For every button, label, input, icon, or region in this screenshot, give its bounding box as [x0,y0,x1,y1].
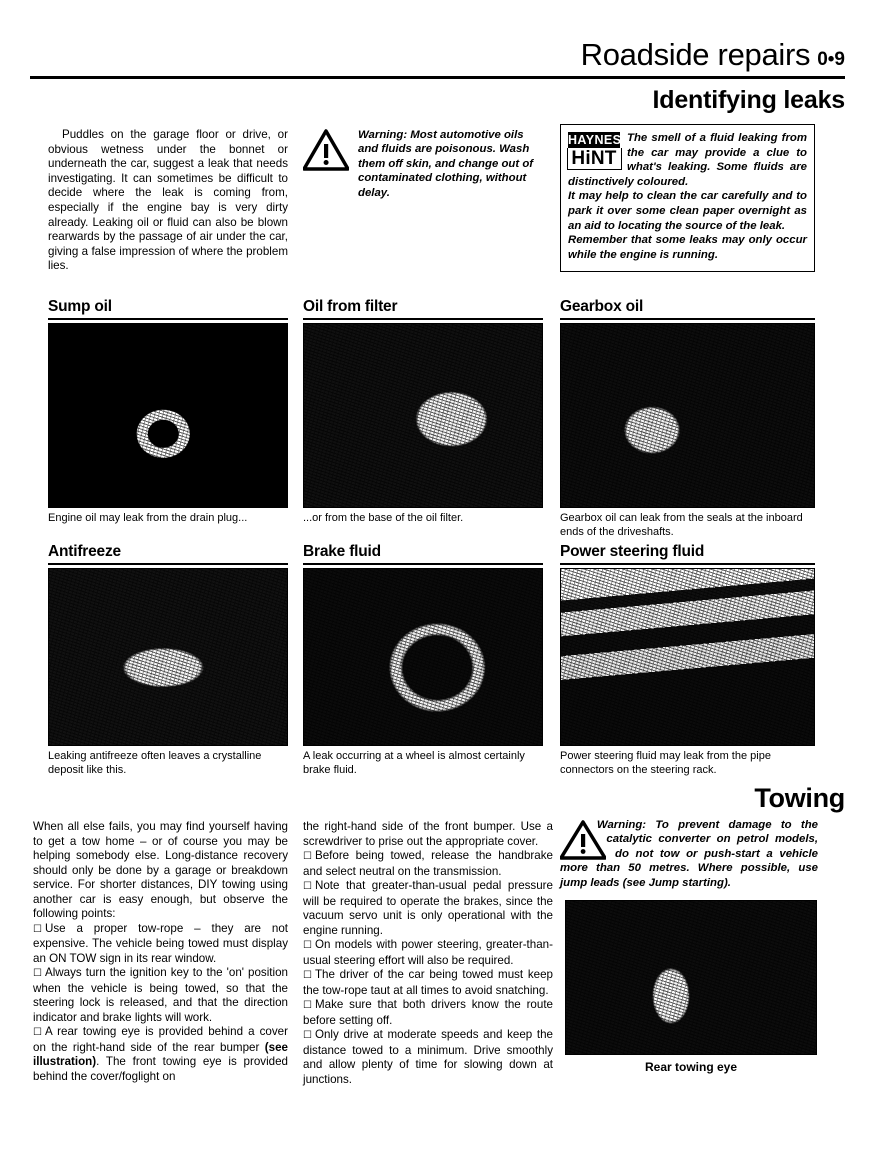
leak-photo-caption: Gearbox oil can leak from the seals at the inboard ends of the driveshafts. [560,512,803,538]
heading-underline [48,563,288,565]
leak-photo-caption: Power steering fluid may leak from the pipe connectors on the steering rack. [560,750,771,776]
oil-filter-photo [303,323,543,508]
leak-photo-cell-sump-oil [48,298,288,526]
rear-towing-eye-photo [565,900,817,1055]
towing-bullet-text: Use a proper tow-rope – they are not expensive. The vehicle being towed must display an ON TOW sign in its rear window. [33,921,288,965]
intro-paragraph: Puddles on the garage floor or drive, or obvious wetness under the bonnet or underneath the car, suggest a leak that needs investigating. It can sometimes be difficult to decide where the leak is coming from, especially if the engine bay is very dirty already. Leaking oil or fluid can also be blown rearwards by the passage of air under the car, giving a false impression of where the problem lies. [48,128,288,273]
haynes-logo-top-label: HAYNES [568,133,622,147]
leak-photo-heading: Power steering fluid [560,543,705,560]
leak-photo-caption: Leaking antifreeze often leaves a crystalline deposit like this. [48,750,262,776]
leak-photo-heading: Oil from filter [303,298,398,315]
page-header [30,38,845,76]
towing-bullet-text: On models with power steering, greater-than-usual steering effort will also be required. [303,938,553,967]
warning-triangle-icon [303,129,349,171]
towing-bullet-text: Make sure that both drivers know the route before setting off. [303,998,553,1027]
towing-column-middle [303,820,553,1087]
towing-bullet-text: Always turn the ignition key to the 'on' position when the vehicle is being towed, so that the steering lock is released, and that the direction indicator and brake lights will work. [33,966,288,1024]
leak-photo-cell-power-steering-fluid [560,543,815,777]
towing-bullet [303,849,553,879]
towing-continuation-paragraph: the right-hand side of the front bumper. Use a screwdriver to prise out the appropriate cover. [303,820,553,848]
towing-bullet-towing-eye [33,1025,288,1084]
leak-photo-caption: A leak occurring at a wheel is almost certainly brake fluid. [303,750,525,776]
towing-bullet [33,966,288,1025]
towing-intro-paragraph: When all else fails, you may find yourself having to get a tow home – or of course you may be helping somebody else. Long-distance recovery should only be done by a garage or breakdown service. For shorter distances, DIY towing using another car is easy enough, but observe the following points: [33,820,288,920]
rear-towing-eye-caption: Rear towing eye [644,1060,738,1074]
header-divider [30,76,845,79]
towing-eye-text-part2: . The front towing eye is provided behind the cover/foglight on [33,1055,288,1083]
bullet-square-icon: ☐ [33,923,42,935]
gearbox-oil-photo [560,323,815,508]
towing-column-left [33,820,288,1084]
bullet-square-icon: ☐ [303,851,312,862]
leaks-warning-text: Warning: Most automotive oils and fluids are poisonous. Wash them off skin, and change out of contaminated clothing, without delay. [358,129,534,199]
leak-photo-heading: Antifreeze [48,543,121,560]
towing-bullet [303,998,553,1028]
bullet-square-icon: ☐ [303,1030,312,1041]
haynes-hint-paragraph-2: It may help to clean the car carefully and to park it over some clean paper overnight as an aid to locating the source of the leak. [568,190,807,232]
power-steering-fluid-photo [560,568,815,746]
leak-photo-caption: ...or from the base of the oil filter. [303,512,464,524]
towing-warning-text: Warning: To prevent damage to the catalytic converter on petrol models, do not tow or push-start a vehicle more than 50 metres. Where possible, use jump leads (see Jump starting). [560,819,818,889]
bullet-square-icon: ☐ [303,940,312,951]
heading-underline [560,318,815,320]
leak-photo-heading: Brake fluid [303,543,381,560]
leak-photo-cell-brake-fluid [303,543,543,777]
towing-warning-block [560,818,818,890]
leaks-warning-block [303,128,543,200]
see-illustration-note: (see illustration) [33,1040,288,1068]
page-title: Roadside repairs [580,37,811,72]
towing-bullet-text: Only drive at moderate speeds and keep the distance towed to a minimum. Drive smoothly and allow plenty of time for slowing down at junctions. [303,1028,553,1086]
page-number: 0•9 [817,49,845,70]
towing-bullet [303,879,553,938]
section-title-towing: Towing [754,783,845,813]
leak-photo-cell-gearbox-oil [560,298,815,539]
brake-fluid-photo [303,568,543,746]
section-title-identifying-leaks: Identifying leaks [652,86,845,114]
towing-bullet [303,968,553,998]
towing-bullet-text: Note that greater-than-usual pedal pressure will be required to operate the brakes, since the vacuum servo unit is only operational with the engine running. [303,879,553,937]
antifreeze-photo [48,568,288,746]
bullet-square-icon: ☐ [303,970,312,981]
leak-photo-cell-oil-from-filter [303,298,543,526]
leak-photo-cell-antifreeze [48,543,288,777]
towing-bullet-text: The driver of the car being towed must keep the tow-rope taut at all times to avoid snatching. [303,968,553,997]
haynes-hint-paragraph-3: Remember that some leaks may only occur while the engine is running. [568,234,807,261]
haynes-hint-logo [568,132,620,170]
haynes-hint-box [560,124,815,272]
haynes-logo-bottom-label: HiNT [567,148,622,170]
heading-underline [560,563,815,565]
towing-bullet [33,922,288,967]
heading-underline [48,318,288,320]
bullet-square-icon: ☐ [303,1000,312,1011]
towing-bullet [303,938,553,968]
intro-paragraph-block [48,128,288,274]
leak-photo-heading: Gearbox oil [560,298,644,315]
haynes-hint-paragraph-1: The smell of a fluid leaking from the car may provide a clue to what's leaking. Some fluids are distinctively coloured. [568,132,807,188]
bullet-square-icon: ☐ [33,968,42,979]
towing-bullet-text: Before being towed, release the handbrake and select neutral on the transmission. [303,849,553,878]
heading-underline [303,563,543,565]
bullet-square-icon: ☐ [303,881,312,892]
towing-eye-text-part1: A rear towing eye is provided behind a cover on the right-hand side of the rear bumper [33,1025,288,1054]
sump-oil-photo [48,323,288,508]
heading-underline [303,318,543,320]
bullet-square-icon: ☐ [33,1027,42,1038]
towing-bullet [303,1028,553,1087]
leak-photo-heading: Sump oil [48,298,112,315]
leak-photo-caption: Engine oil may leak from the drain plug... [48,512,248,524]
